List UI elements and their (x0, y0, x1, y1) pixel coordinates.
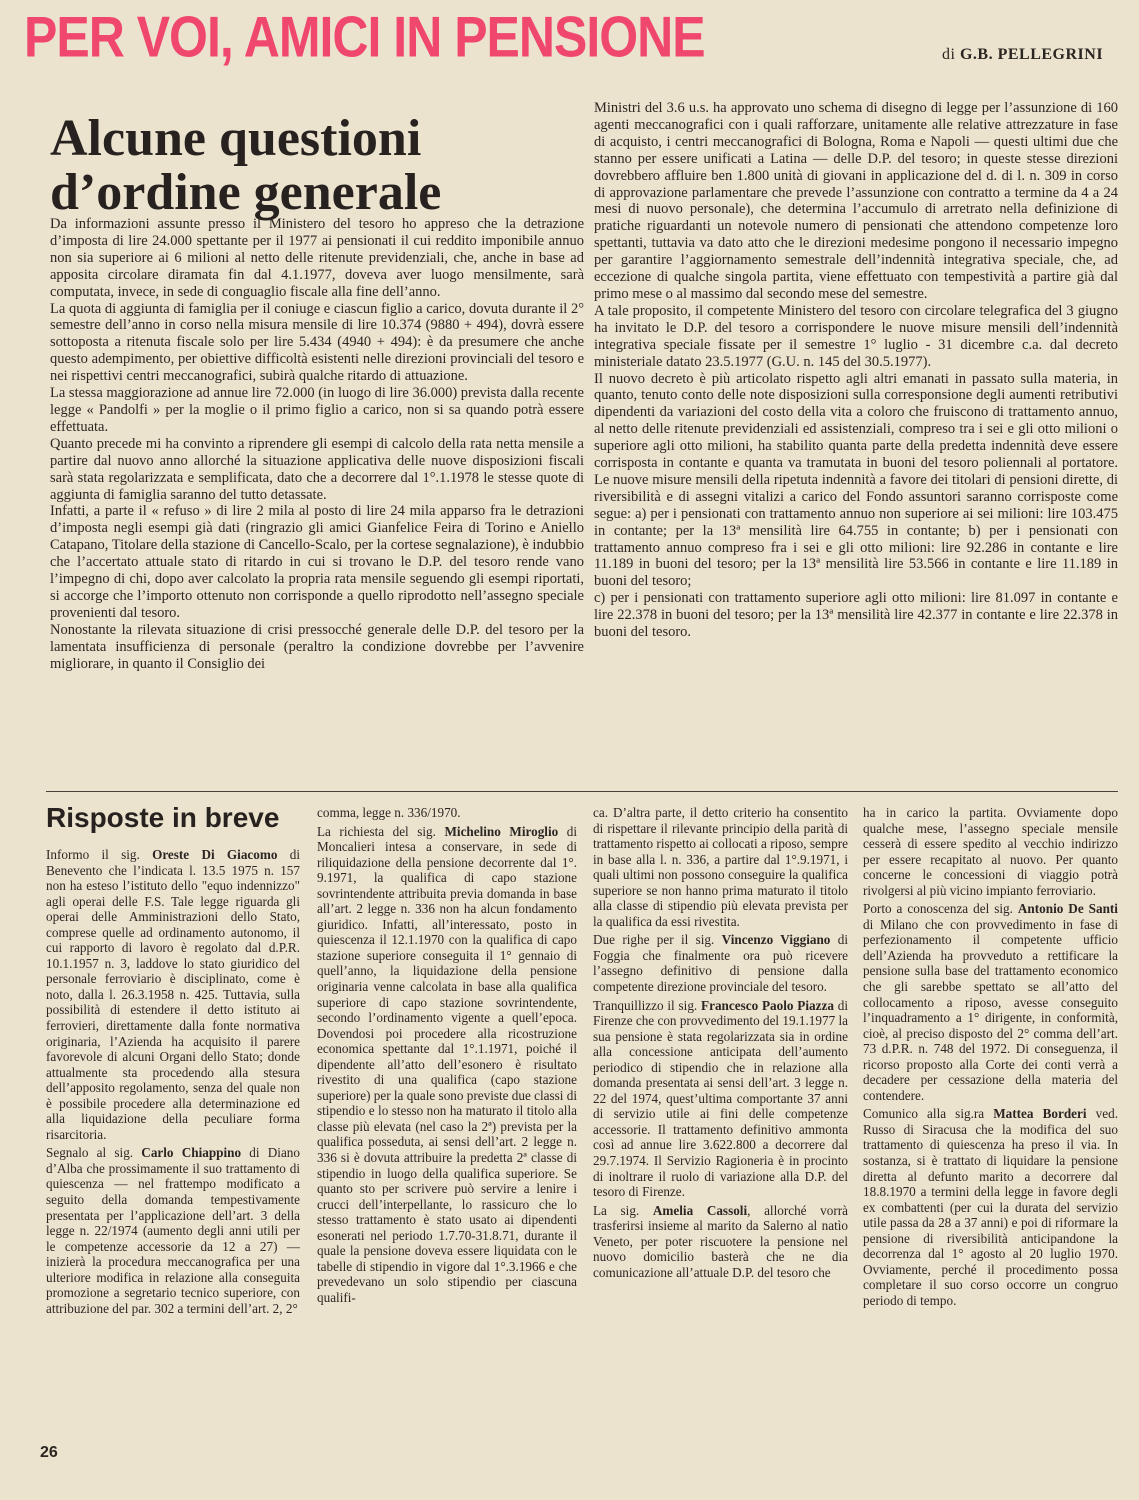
reply-text: di Foggia che finalmente ora può ricevere l’assegno definitivo di pensione dalla competente direzione provinciale del tesoro. (593, 932, 848, 995)
reply-text: di Milano che con provvedimento in fase di perfezionamento il competente ufficio dell’Azienda ha provveduto a rettificare la pensione sulla base del trattamento economico che gli sarebbe spettato se all’atto del collocamento a riposo, avesse conseguito l’inquadramento a 1° dirigente, in conformità, cioè, al preciso disposto del 2° comma dell’art. 73 d.P.R. n. 748 del 1972. Di conseguenza, il ricorso proposto alla Corte dei conti verrà a decadere per cessazione della materia del contendere. (863, 916, 1118, 1103)
reply-text: di Firenze che con provvedimento del 19.1.1977 la sua pensione è stata regolarizzata sia in ordine alla concessione anticipata dell’aumento periodico di stipendio che in relazione alla domanda presentata ai sensi dell’art. 3 legge n. 22 del 1974, quest’ultima comportante 37 anni di servizio utile ai fini delle competenze accessorie. Il trattamento definitivo ammonta così ad annue lire 3.622.800 a decorrere dal 29.7.1974. Il Servizio Ragioneria è in procinto di inoltrare il ruolo di variazione alla D.P. del tesoro di Firenze. (593, 997, 848, 1200)
reply-text: Tranquillizzo il sig. (593, 997, 702, 1013)
reply-paragraph (317, 824, 577, 1306)
byline-author: G.B. PELLEGRINI (959, 46, 1104, 63)
reply-text: di Moncalieri intesa a conservare, in sede di riliquidazione della pensione decorrente dal 1°. 9.1971, la qualifica di capo stazione sovrintendente attribuita previa domanda in base all’art. 2 legge n. 336 non ha alcun fondamento giuridico. Infatti, all’interessato, posto in quiescenza il 12.1.1970 con la qualifica di capo stazione superiore conseguita il 1° gennaio di quell’anno, la liquidazione della pensione originaria venne calcolata in base alla qualifica superiore di capo stazione sovrintendente, secondo l’ordinamento vigente a quell’epoca. Dovendosi poi procedere alla ricostruzione economica spettante dal 1°.1.1971, poiché il dipendente all’atto dell’esonero è risultato rivestito di una qualifica (capo stazione superiore) per la quale sono previste due classi di stipendio e lo stesso non ha maturato il titolo alla classe più elevata (nel caso la 2ª) prevista per la qualifica posseduta, ai sensi dell’art. 2 legge n. 336 si è dovuta attribuire la predetta 2ª classe di stipendio in luogo della qualifica superiore. Se quanto sto per scrivere può servire a lenire i crucci dell’interpellante, lo rassicuro che lo stesso trattamento è stato usato ai dipendenti esonerati nel periodo 1.7.70-31.8.71, durante il quale la pensione doveva essere liquidata con le tabelle di stipendio in vigore dal 1°.3.1966 e che prevedevano un solo stipendio per ciascuna qualifi- (317, 823, 578, 1305)
article-paragraph: Nonostante la rilevata situazione di crisi pressocché generale delle D.P. del tesoro per la lamentata insufficienza di personale (peraltro la condizione dovrebbe per l’avvenire migliorare, in quanto il Consiglio dei (50, 621, 584, 672)
article-column-left (50, 216, 584, 672)
article-paragraph: Infatti, a parte il « refuso » di lire 2 mila al posto di lire 24 mila apparso fra le detrazioni d’imposta negli esempi già dati (ringrazio gli amici Gianfelice Feira di Torino e Aniello Catapano, Titolare della stazione di Cancello-Scalo, per la cortese segnalazione), è indubbio che l’accertato attuale stato di ritardo in cui si trovano le D.P. del tesoro rende vano l’impegno di chi, dopo aver calcolato la propria rata mensile seguendo gli esempi riportati, si accorge che l’importo ottenuto non corrisponde a quello riprodotto nell’assegno speciale provenienti dal tesoro. (50, 503, 584, 621)
article-paragraph: A tale proposito, il competente Ministero del tesoro con circolare telegrafica del 3 giugno ha invitato le D.P. del tesoro a corrispondere le nuove misure mensili dell’indennità integrativa speciale fissate per il semestre 1° luglio - 31 dicembre c.a. dal decreto ministeriale datato 23.5.1977 (G.U. n. 145 del 30.5.1977). (594, 302, 1118, 370)
reply-paragraph (863, 901, 1118, 1103)
reply-paragraph (593, 998, 848, 1200)
reply-text: ved. Russo di Siracusa che la modifica del suo trattamento di quiescenza ha preso il via. In sostanza, si è trattato di liquidare la pensione diretta al defunto marito a decorrere dal 18.8.1970 a termini della legge in favore degli ex combattenti (per cui la durata del servizio utile passa da 28 a 37 anni) e poi di riformare la pensione di riversibilità anticipandone la decorrenza dal 1° agosto al 20 luglio 1970. Ovviamente, perché il procedimento possa completare il suo corso occorre un congruo periodo di tempo. (863, 1106, 1119, 1308)
section-masthead: PER VOI, AMICI IN PENSIONE (24, 4, 705, 69)
reply-text: comma, legge n. 336/1970. (317, 805, 461, 820)
article-paragraph: c) per i pensionati con trattamento superiore agli otto milioni: lire 81.097 in contante e lire 22.378 in buoni del tesoro; per la 13ª mensilità lire 42.377 in contante e lire 22.378 in buoni del tesoro. (594, 590, 1118, 641)
article-paragraph: Da informazioni assunte presso il Ministero del tesoro ho appreso che la detrazione d’imposta di lire 24.000 spettante per il 1977 ai pensionati il cui reddito imponibile annuo non sia superiore ai 6 milioni al netto delle ritenute previdenziali, che, anche in base ad apposita circolare diramata fin dal 4.1.1977, doveva aver luogo mensilmente, sarà computata, invece, in sede di conguaglio fiscale alla fine dell’anno. (50, 216, 584, 300)
article-paragraph: Quanto precede mi ha convinto a riprendere gli esempi di calcolo della rata netta mensile a partire dal nuovo anno allorché la situazione applicativa delle nuove disposizioni fiscali sarà stata regolarizzata e semplificata, dato che a decorrere dal 1°.1.1978 le stesse quote di aggiunta di famiglia saranno del tutto detassate. (50, 435, 584, 503)
reader-name: Michelino Miroglio (444, 823, 559, 839)
risposte-column-1 (46, 847, 300, 1316)
reply-text: di Diano d’Alba che prossimamente il suo trattamento di quiescenza — nel frattempo modificato a seguito della domanda tempestivamente presentata per l’applicazione dell’art. 3 della legge n. 22/1974 (aumento degli anni utili per le competenze accessorie da 12 a 27) — inizierà la procedura meccanografica per una ulteriore modifica in relazione alla conseguita promozione a segretario tecnico superiore, con attribuzione del par. 302 a termini dell’art. 2, 2° (46, 1145, 300, 1316)
reader-name: Francesco Paolo Piazza (701, 997, 834, 1013)
reader-name: Mattea Borderi (993, 1106, 1087, 1122)
risposte-column-4 (863, 805, 1118, 1309)
reply-paragraph (593, 932, 848, 994)
risposte-column-2 (317, 805, 577, 1306)
reply-text: Informo il sig. (46, 847, 153, 862)
risposte-heading: Risposte in breve (46, 802, 280, 833)
article-headline: Alcune questioni d’ordine generale (50, 110, 442, 221)
reply-text: ha in carico la partita. Ovviamente dopo qualche mese, l’assegno speciale mensile cesserà di essere spedito al vecchio indirizzo per essere recapitato al nuovo. Per quanto concerne le concessioni di viaggio potrà rivolgersi al più vicino impianto ferroviario. (863, 805, 1118, 898)
reply-text: La richiesta del sig. (317, 823, 445, 839)
reply-text: ca. D’altra parte, il detto criterio ha consentito di rispettare il rilevante principio della parità di trattamento rispetto ai collocati a riposo, sempre in base alla l. n. 336, a partire dal 1°.9.1971, i quali ultimi non possono conseguire la qualifica superiore se non hanno prima maturato il titolo alla classe di stipendio più elevata prevista per la qualifica da essi rivestita. (593, 805, 848, 929)
section-divider (46, 791, 1118, 792)
reply-text: Due righe per il sig. (593, 932, 722, 948)
article-paragraph: Ministri del 3.6 u.s. ha approvato uno schema di disegno di legge per l’assunzione di 160 agenti meccanografici con i quali rafforzare, unitamente alle relative attrezzature in fase di acquisto, i centri meccanografici di Bologna, Roma e Napoli — questi ultimi due che stanno per essere unificati a Latina — delle D.P. del tesoro; in queste stesse direzioni dovrebbero affluire ben 1.800 unità di giovani in applicazione del d. di l. n. 309 in corso di approvazione parlamentare che prevede l’assunzione con contratto a termine da 4 a 24 mesi di nuovo personale), che determina l’accumulo di arretrato nella definizione di pratiche riguardanti un notevole numero di pensionati che attendono competenze loro spettanti, tuttavia va dato atto che le direzioni medesime pongono il necessario impegno per garantire l’aggiornamento semestrale dell’indennità integrativa speciale, che, ad eccezione di qualche singola partita, viene effettuato con tempestività a partire già dal primo mese o al massimo dal secondo mese del semestre. (594, 100, 1118, 302)
reply-paragraph (863, 1106, 1118, 1308)
reader-name: Antonio De Santi (1017, 901, 1118, 917)
byline-prefix: di (942, 46, 956, 63)
byline (942, 46, 1103, 64)
reader-name: Carlo Chiappino (141, 1145, 242, 1161)
article-paragraph: La stessa maggiorazione ad annue lire 72.000 (in luogo di lire 36.000) prevista dalla recente legge « Pandolfi » per la moglie o il primo figlio a carico, non si sa quando potrà essere effettuata. (50, 385, 584, 435)
reply-text: Comunico alla sig.ra (863, 1106, 994, 1122)
reply-paragraph (317, 805, 577, 821)
reply-text: Porto a conoscenza del sig. (863, 901, 1018, 917)
reply-paragraph (593, 1203, 848, 1281)
page-number: 26 (40, 1444, 58, 1461)
article-column-right (594, 100, 1118, 641)
reader-name: Vincenzo Viggiano (721, 932, 831, 948)
reply-text: , allorché vorrà trasferirsi insieme al marito da Salerno al natìo Veneto, per poter riscuotere la pensione nel nuovo domicilio basterà che ne dia comunicazione all’attuale D.P. del tesoro che (593, 1202, 848, 1280)
reply-text: di Benevento che l’indicata l. 13.5 1975 n. 157 non ha esteso l’istituto dello "equo indennizzo" agli operai delle F.S. Tale legge riguarda gli operai delle Amministrazioni dello Stato, comprese quelle ad ordinamento autonomo, il cui rapporto di lavoro è regolato dal d.P.R. 10.1.1957 n. 3, laddove lo stato giuridico del personale ferroviario è disciplinato, come è noto, dalla l. 26.3.1958 n. 425. Tuttavia, sulla possibilità di estendere il detto istituto ai ferrovieri, direttamente dalla fonte normativa originaria, l’Azienda ha acquisito il parere favorevole di alcuni Organi dello Stato; donde attualmente sta procedendo alla stesura dell’apposito regolamento, senza del quale non è possibile procedere alla determinazione ed alla liquidazione della peculiare forma risarcitoria. (46, 847, 300, 1142)
reply-paragraph (46, 1145, 300, 1316)
reply-paragraph (593, 805, 848, 929)
reader-name: Oreste Di Giacomo (152, 847, 278, 862)
reader-name: Amelia Cassoli (652, 1202, 748, 1218)
reply-text: Segnalo al sig. (46, 1145, 142, 1161)
reply-text: La sig. (593, 1202, 653, 1218)
article-paragraph: Il nuovo decreto è più articolato rispetto agli altri emanati in passato sulla materia, in quanto, tenuto conto delle note disposizioni sulla corresponsione degli aumenti retributivi dipendenti da variazioni del costo della vita a coloro che fruiscono di trattamento annuo, al netto delle ritenute previdenziali ed assistenziali, compreso tra i sei e gli otto milioni o superiore agli otto milioni, ha stabilito quanta parte della predetta indennità deve essere corrisposta in contante e quanta va tramutata in buoni del tesoro poliennali al portatore. Le nuove misure mensili della ripetuta indennità a favore dei titolari di pensioni dirette, di riversibilità e di assegni vitalizi a carico del Fondo assuntori saranno corrisposte come segue: a) per i pensionati con trattamento annuo non superiore ai sei milioni: lire 103.475 in contante; per la 13ª mensilità lire 64.755 in contante; b) per i pensionati con trattamento annuo compreso fra i sei e gli otto milioni: lire 92.286 in contante e lire 11.189 in buoni del tesoro; per la 13ª mensilità lire 53.566 in contante e lire 11.189 in buoni del tesoro; (594, 370, 1118, 590)
article-paragraph: La quota di aggiunta di famiglia per il coniuge e ciascun figlio a carico, dovuta durante il 2° semestre dell’anno in corso nella misura mensile di lire 10.374 (9880 + 494), dovrà essere sottoposta a ritenuta fiscale solo per lire 5.434 (4940 + 494): è da presumere che anche questo adempimento, per obiettive difficoltà esistenti nelle direzioni provinciali del tesoro e nei rispettivi centri meccanografici, subirà qualche ritardo di attuazione. (50, 300, 584, 385)
reply-paragraph (46, 847, 300, 1142)
risposte-column-3 (593, 805, 848, 1280)
reply-paragraph (863, 805, 1118, 898)
